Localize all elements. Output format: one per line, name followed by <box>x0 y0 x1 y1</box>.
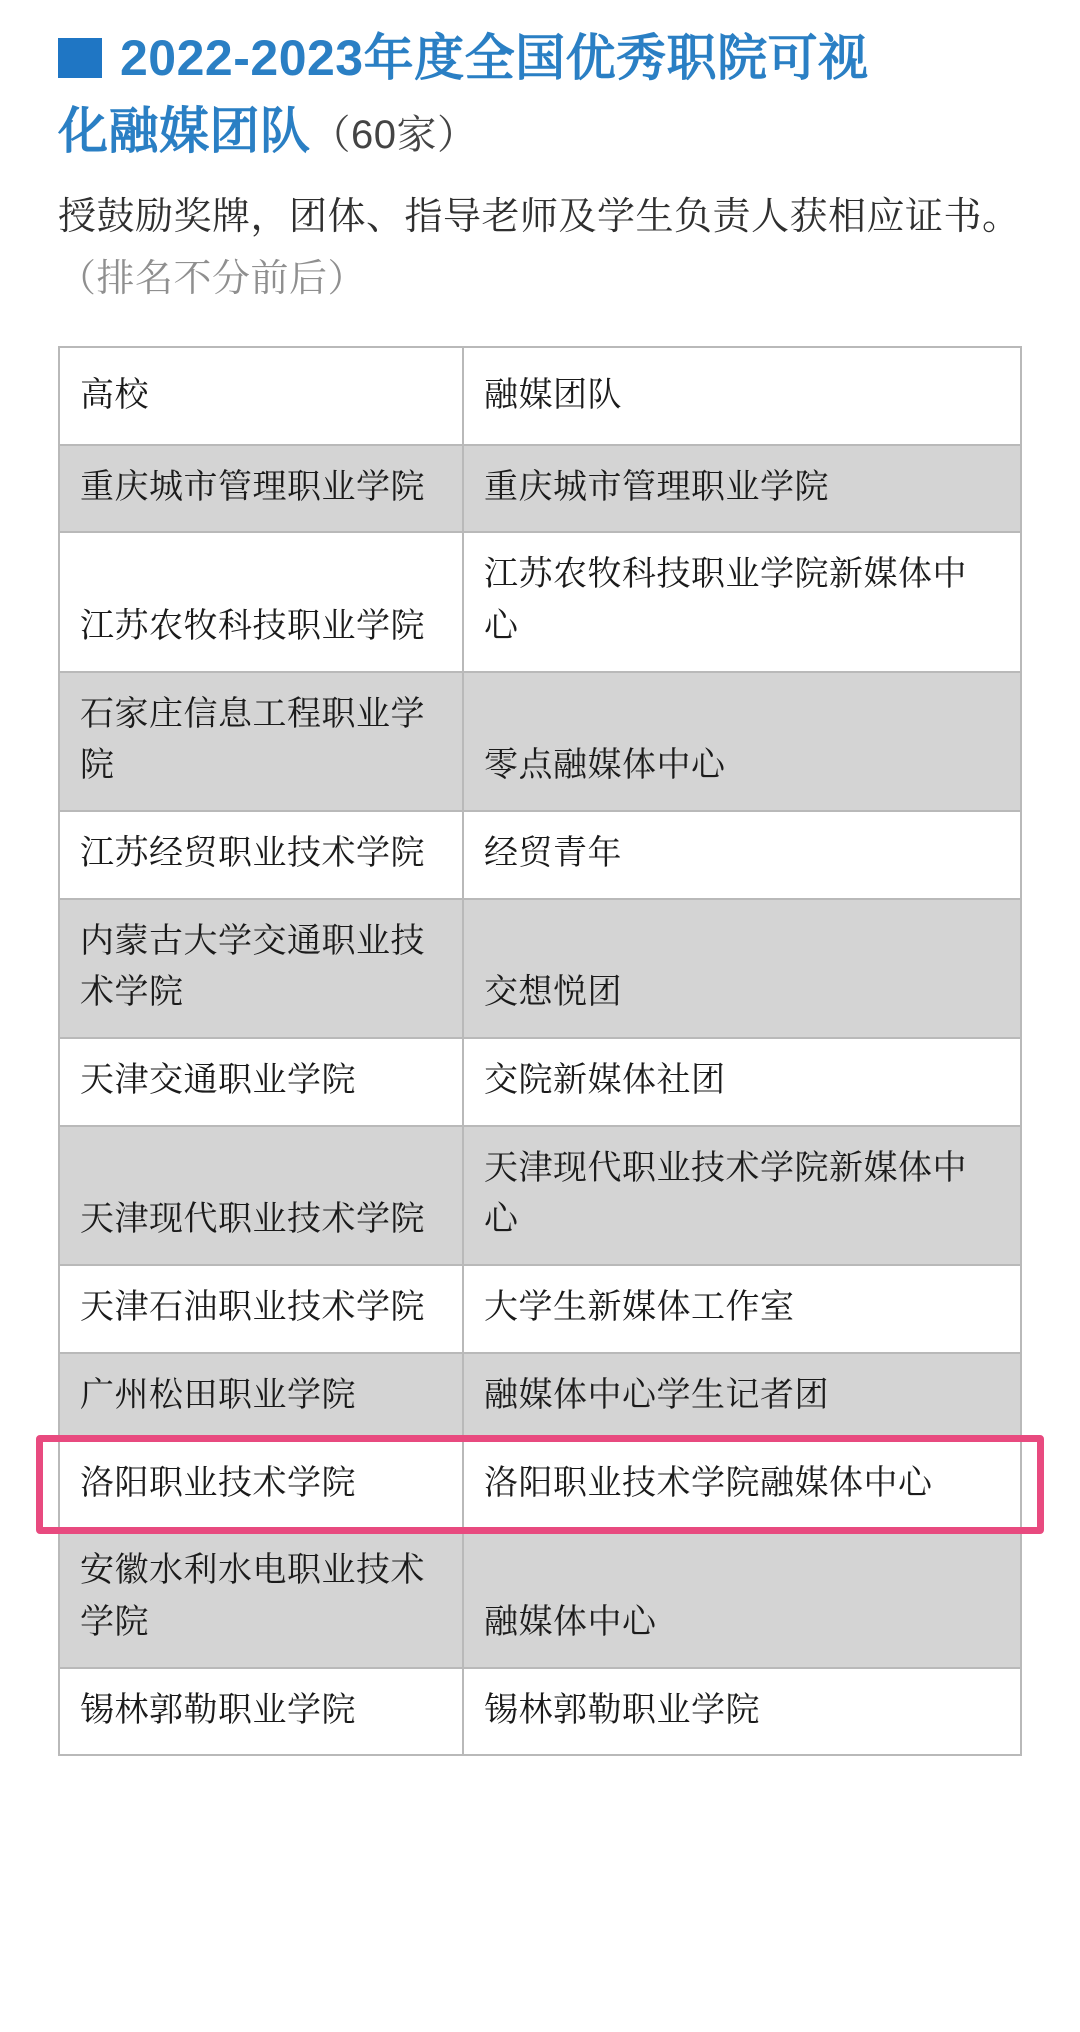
table-row <box>59 1038 1021 1126</box>
table-row <box>59 1668 1021 1756</box>
cell-school: 内蒙古大学交通职业技术学院 <box>59 899 463 1038</box>
cell-team: 融媒体中心 <box>463 1528 1021 1667</box>
table-header-row <box>59 347 1021 445</box>
page-title-line-1 <box>58 22 1022 95</box>
subtitle-note: （排名不分前后） <box>58 257 367 300</box>
table-row <box>59 811 1021 899</box>
page-title <box>58 0 1022 167</box>
cell-team: 重庆城市管理职业学院 <box>463 445 1021 533</box>
cell-team: 融媒体中心学生记者团 <box>463 1353 1021 1441</box>
cell-team: 交院新媒体社团 <box>463 1038 1021 1126</box>
page-title-text-1: 2022-2023年度全国优秀职院可视 <box>120 30 869 86</box>
award-table-wrapper <box>58 346 1022 1756</box>
cell-school: 江苏经贸职业技术学院 <box>59 811 463 899</box>
page-title-text-2: 化融媒团队 <box>58 102 311 159</box>
table-row <box>59 445 1021 533</box>
cell-team: 洛阳职业技术学院融媒体中心 <box>463 1441 1021 1529</box>
cell-team: 江苏农牧科技职业学院新媒体中心 <box>463 532 1021 671</box>
page-title-count: （60家） <box>310 112 478 157</box>
cell-school: 石家庄信息工程职业学院 <box>59 672 463 811</box>
table-row <box>59 1265 1021 1353</box>
cell-team: 锡林郭勒职业学院 <box>463 1668 1021 1756</box>
column-header-1: 高校 <box>59 347 463 445</box>
subtitle-text: 授鼓励奖牌，团体、指导老师及学生负责人获相应证书。 <box>58 196 1021 238</box>
page-title-line-2 <box>58 95 1022 168</box>
cell-school: 天津现代职业技术学院 <box>59 1126 463 1265</box>
cell-team: 经贸青年 <box>463 811 1021 899</box>
cell-school: 锡林郭勒职业学院 <box>59 1668 463 1756</box>
cell-school: 天津交通职业学院 <box>59 1038 463 1126</box>
table-row <box>59 1353 1021 1441</box>
table-row <box>59 899 1021 1038</box>
cell-school: 安徽水利水电职业技术学院 <box>59 1528 463 1667</box>
table-row <box>59 1126 1021 1265</box>
cell-school: 重庆城市管理职业学院 <box>59 445 463 533</box>
cell-team: 交想悦团 <box>463 899 1021 1038</box>
cell-school: 洛阳职业技术学院 <box>59 1441 463 1529</box>
award-table <box>58 346 1022 1756</box>
cell-team: 大学生新媒体工作室 <box>463 1265 1021 1353</box>
table-row <box>59 1528 1021 1667</box>
cell-school: 天津石油职业技术学院 <box>59 1265 463 1353</box>
column-header-2: 融媒团队 <box>463 347 1021 445</box>
cell-school: 广州松田职业学院 <box>59 1353 463 1441</box>
table-row <box>59 532 1021 671</box>
subtitle <box>58 187 1022 310</box>
square-bullet-icon <box>58 38 102 78</box>
table-row <box>59 672 1021 811</box>
table-row <box>59 1441 1021 1529</box>
cell-team: 零点融媒体中心 <box>463 672 1021 811</box>
cell-team: 天津现代职业技术学院新媒体中心 <box>463 1126 1021 1265</box>
cell-school: 江苏农牧科技职业学院 <box>59 532 463 671</box>
